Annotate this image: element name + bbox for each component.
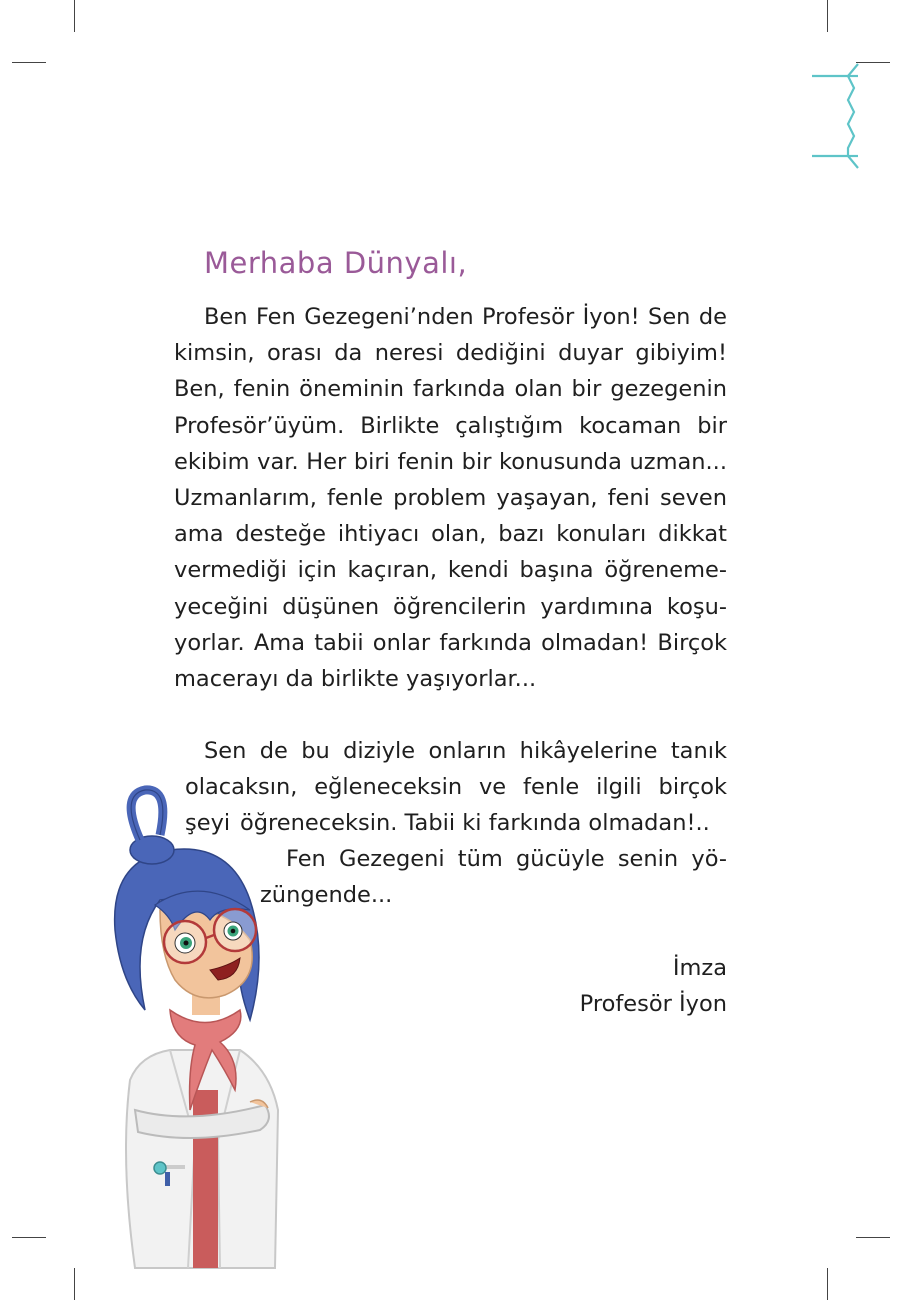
- letter-paragraph-2-line: Fen Gezegeni tüm gücüyle senin yö-: [286, 846, 727, 872]
- crop-mark: [12, 1237, 46, 1238]
- molecule-decoration-icon: [808, 58, 860, 178]
- signature-name: Profesör İyon: [579, 991, 727, 1017]
- letter-paragraph-2-line: öğreneceksin. Tabii ki farkında olmadan!..: [240, 810, 710, 836]
- letter-paragraph-2-line: olacaksın, eğleneceksin ve fenle ilgili birçok şeyi: [185, 774, 727, 836]
- signature-label: İmza: [672, 955, 727, 981]
- letter-paragraph-2-line: züngende...: [260, 882, 393, 908]
- professor-illustration: [100, 780, 290, 1270]
- letter-greeting: Merhaba Dünyalı,: [204, 246, 468, 280]
- crop-mark: [827, 0, 828, 32]
- letter-paragraph-2-line: Sen de bu diziyle onların hikâyelerine tanık: [204, 738, 727, 764]
- letter-paragraph-1: Ben Fen Gezegeni’nden Profesör İyon! Sen de kimsin, orası da neresi dediğini duyar gibiyim! Ben, fenin öneminin farkında olan bir gezegenin Profesör’üyüm. Birlikte çalıştığım kocaman bir ekibim var. Her biri fenin bir konusunda uzman... Uzmanlarım, fenle problem yaşayan, feni seven ama desteğe ihtiyacı olan, bazı konuları dikkat vermediği için kaçıran, kendi başına öğreneme-yeceğini düşünen öğrencilerin yardımına koşu-yorlar. Ama tabii onlar farkında olmadan! Birçok macerayı da birlikte yaşıyorlar...: [174, 304, 727, 693]
- crop-mark: [12, 62, 46, 63]
- crop-mark: [74, 0, 75, 32]
- crop-mark: [74, 1268, 75, 1300]
- crop-mark: [856, 62, 890, 63]
- crop-mark: [856, 1237, 890, 1238]
- crop-mark: [827, 1268, 828, 1300]
